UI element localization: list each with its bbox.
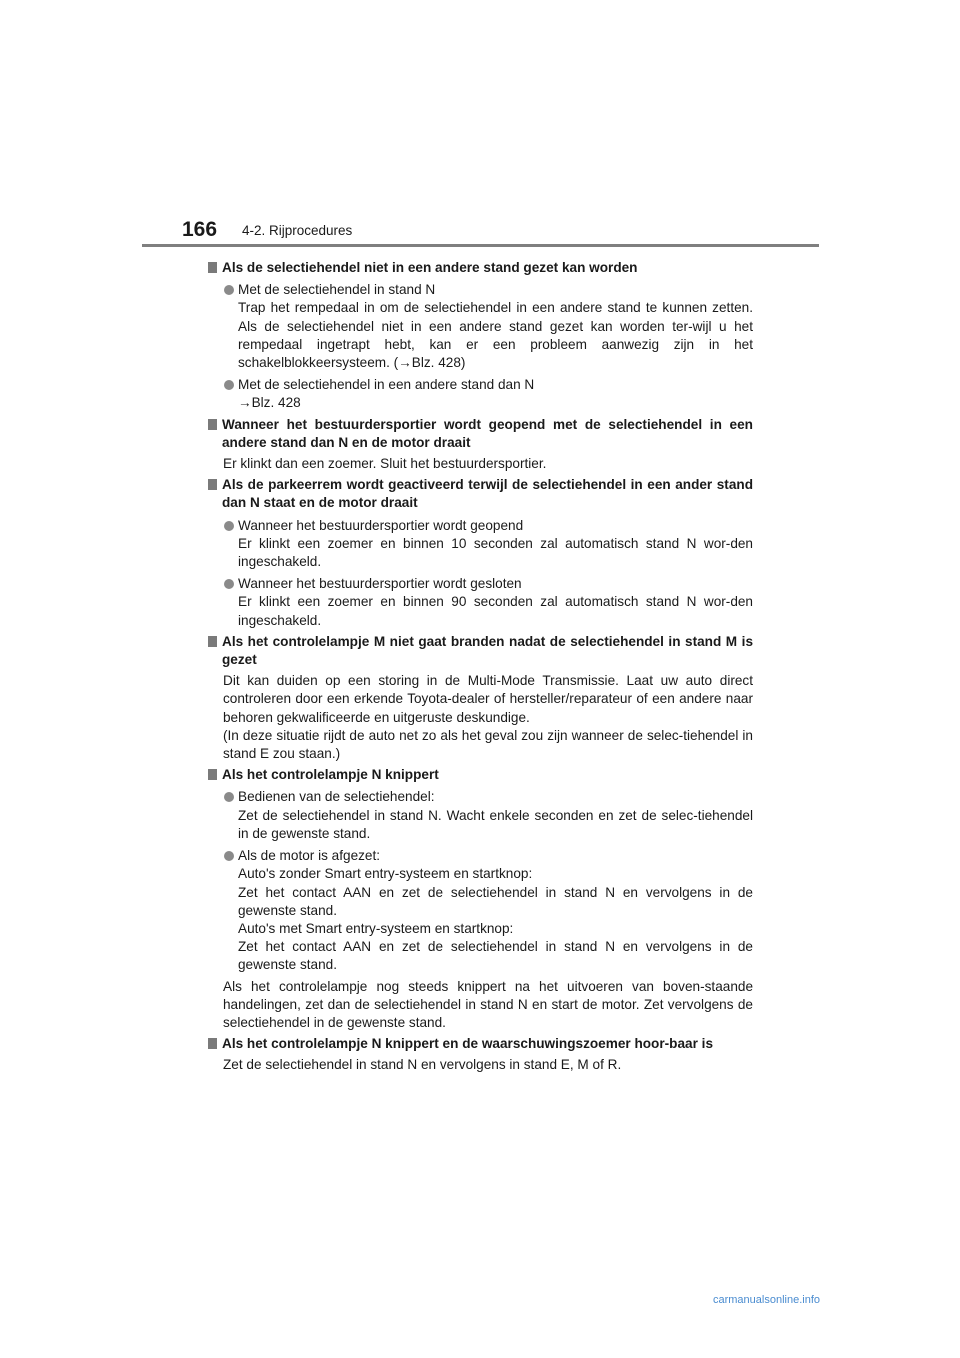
heading-door-open: Wanneer het bestuurdersportier wordt geopend met de selectiehendel in een andere stand dan N en de motor draait	[208, 416, 753, 452]
circle-bullet-icon	[224, 521, 234, 531]
square-bullet-icon	[208, 479, 217, 490]
arrow-icon: →	[398, 355, 412, 371]
bullet-engine-off: Als de motor is afgezet: Auto's zonder Smart entry-systeem en startknop: Zet het contact AAN en zet de selectiehendel in stand N en vervolgens in de gewenste stand. Auto's met Smart entry-systeem en startknop: Zet het contact AAN en zet de selectiehendel in stand N en vervolgens in de gewenste stand.	[208, 847, 753, 974]
header-rule	[142, 244, 819, 247]
circle-bullet-icon	[224, 851, 234, 861]
heading-lever-stuck: Als de selectiehendel niet in een andere stand gezet kan worden	[208, 259, 753, 277]
square-bullet-icon	[208, 1038, 217, 1049]
footer-watermark: carmanualsonline.info	[712, 1294, 820, 1306]
page-reference-link[interactable]: Blz. 428)	[411, 355, 466, 371]
circle-bullet-icon	[224, 380, 234, 390]
paragraph-still-blinking: Als het controlelampje nog steeds knippert na het uitvoeren van boven-staande handelingen, zet dan de selectiehendel in stand N en start de motor. Zet vervolgens de selectiehendel in de gewenste stand.	[223, 978, 753, 1030]
square-bullet-icon	[208, 636, 217, 647]
bullet-lever-other: Met de selectiehendel in een andere stand dan N →Blz. 428	[208, 376, 753, 412]
bullet-operating-lever: Bedienen van de selectiehendel: Zet de selectiehendel in stand N. Wacht enkele seconden en zet de selec-tiehendel in de gewenste stand.	[208, 788, 753, 843]
page-content	[208, 256, 753, 1075]
arrow-icon: →	[238, 395, 252, 411]
paragraph-door-open: Er klinkt dan een zoemer. Sluit het bestuurdersportier.	[223, 456, 547, 472]
paragraph-indicator-m: Dit kan duiden op een storing in de Multi-Mode Transmissie. Laat uw auto direct controleren door een erkende Toyota-dealer of hersteller/reparateur of een andere naar behoren gekwalificeerde en uitgeruste deskundige. (In deze situatie rijdt de auto net zo als het geval zou zijn wanneer de selec-tiehendel in stand E zou staan.)	[223, 673, 753, 762]
bullet-door-closed: Wanneer het bestuurdersportier wordt gesloten Er klinkt een zoemer en binnen 90 seconden zal automatisch stand N wor-den ingeschakeld.	[208, 575, 753, 630]
bullet-door-opened: Wanneer het bestuurdersportier wordt geopend Er klinkt een zoemer en binnen 10 seconden zal automatisch stand N wor-den ingeschakeld.	[208, 517, 753, 572]
square-bullet-icon	[208, 419, 217, 430]
bullet-lever-in-n: Met de selectiehendel in stand N Trap het rempedaal in om de selectiehendel in een andere stand te kunnen zetten. Als de selectiehendel niet in een andere stand gezet kan worden ter-wijl u het rempedaal ingetrapt hebt, kan er een probleem aanwezig zijn in het schakelblokkeersysteem. (→Blz. 428)	[208, 281, 753, 372]
heading-parking-brake: Als de parkeerrem wordt geactiveerd terwijl de selectiehendel in een ander stand dan N staat en de motor draait	[208, 476, 753, 512]
section-title: 4-2. Rijprocedures	[242, 223, 353, 238]
heading-blinking-with-buzzer: Als het controlelampje N knippert en de waarschuwingszoemer hoor-baar is	[208, 1035, 753, 1053]
square-bullet-icon	[208, 769, 217, 780]
circle-bullet-icon	[224, 285, 234, 295]
square-bullet-icon	[208, 262, 217, 273]
circle-bullet-icon	[224, 579, 234, 589]
paragraph-blinking-with-buzzer: Zet de selectiehendel in stand N en vervolgens in stand E, M of R.	[223, 1057, 622, 1073]
heading-indicator-m: Als het controlelampje M niet gaat branden nadat de selectiehendel in stand M is gezet	[208, 633, 753, 669]
heading-indicator-n-blinking: Als het controlelampje N knippert	[208, 766, 753, 784]
circle-bullet-icon	[224, 792, 234, 802]
page-number: 166	[182, 218, 218, 241]
page-reference-link[interactable]: Blz. 428	[251, 395, 301, 411]
